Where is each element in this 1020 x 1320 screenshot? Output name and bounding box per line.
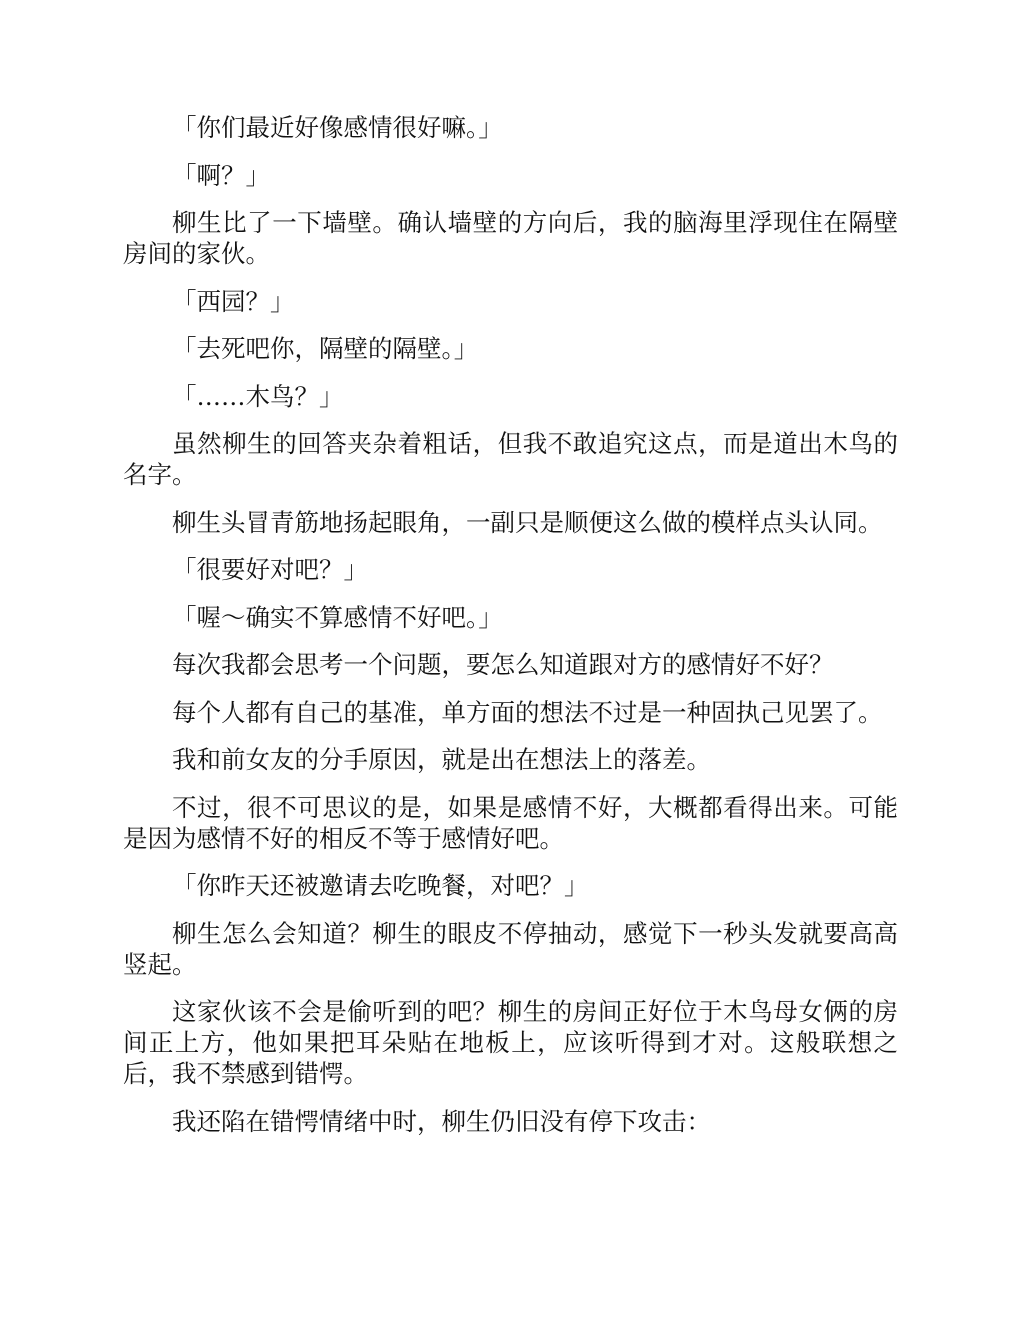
paragraph: 柳生怎么会知道？柳生的眼皮不停抽动，感觉下一秒头发就要高高竖起。: [123, 918, 898, 979]
paragraph: 「去死吧你，隔壁的隔壁。」: [172, 334, 479, 363]
paragraph: 「你们最近好像感情很好嘛。」: [172, 113, 503, 142]
paragraph: 我还陷在错愕情绪中时，柳生仍旧没有停下攻击：: [172, 1106, 711, 1136]
paragraph: 这家伙该不会是偷听到的吧？柳生的房间正好位于木鸟母女俩的房间正上方，他如果把耳朵贴在地板上，应该听得到才对。这般联想之后，我不禁感到错愕。: [123, 997, 898, 1088]
paragraph: 「西园？」: [172, 286, 295, 316]
paragraph: 柳生比了一下墙壁。确认墙壁的方向后，我的脑海里浮现住在隔壁房间的家伙。: [123, 208, 898, 268]
paragraph: 每次我都会思考一个问题，要怎么知道跟对方的感情好不好？: [172, 650, 834, 679]
paragraph: 「你昨天还被邀请去吃晚餐，对吧？」: [172, 871, 589, 900]
paragraph: 虽然柳生的回答夹杂着粗话，但我不敢追究这点，而是道出木鸟的名字。: [123, 429, 898, 489]
document-page: [123, 112, 898, 1153]
paragraph: 每个人都有自己的基准，单方面的想法不过是一种固执己见罢了。: [172, 697, 883, 727]
paragraph: 「很要好对吧？」: [172, 555, 368, 584]
paragraph: 「啊？」: [172, 160, 270, 190]
paragraph: 「喔～确实不算感情不好吧。」: [172, 602, 503, 632]
paragraph: 柳生头冒青筋地扬起眼角，一副只是顺便这么做的模样点头认同。: [172, 507, 883, 537]
paragraph: 我和前女友的分手原因，就是出在想法上的落差。: [172, 745, 711, 774]
paragraph: 「……木鸟？」: [172, 381, 344, 411]
paragraph: 不过，很不可思议的是，如果是感情不好，大概都看得出来。可能是因为感情不好的相反不等于感情好吧。: [123, 792, 898, 853]
